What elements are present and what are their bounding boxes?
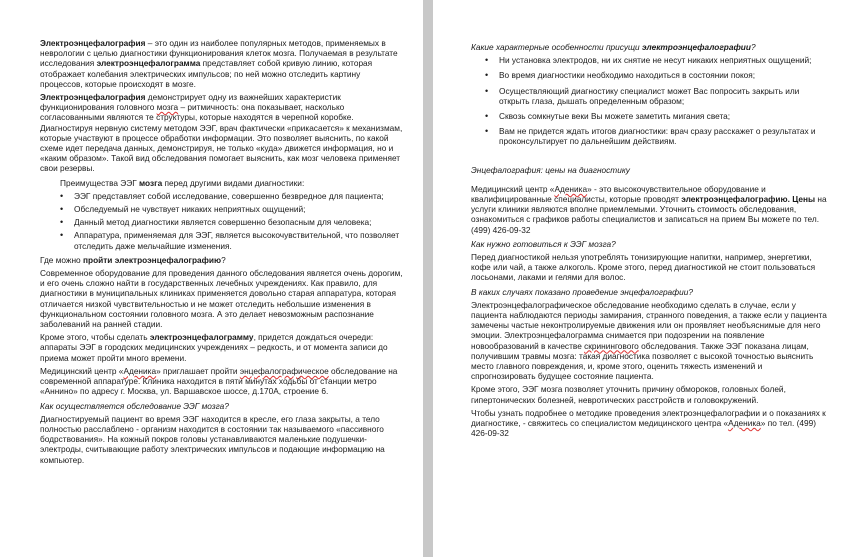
text-span: Кроме этого, чтобы сделать [40,332,150,343]
list-item: • Ни установка электродов, ни их снятие не несут никаких неприятных ощущений; [499,55,828,65]
list-item: • ЭЭГ представляет собой исследование, совершенно безвредное для пациента; [74,191,403,201]
spacer [471,155,828,161]
text-span: Чтобы узнать подробнее о методике проведения электроэнцефалографии и о показаниях к диагностике, - свяжитесь со специалистом медицинского центра « [471,407,826,429]
prepare-paragraph: Перед диагностикой нельзя употреблять тонизирующие напитки, например, энергетики, кофе или чай, а также алкоголь. Кроме этого, перед диагностикой не стоит пользоваться лосьонами, лаками и гелями для волос. [471,252,816,283]
text-span: » по тел. (499) 426-09-32 [471,418,816,439]
equipment-paragraph: Современное оборудование для проведения данного обследования является очень дорогим, и его очень сложно найти в государственных лечебных учреждениях. Как правило, для диагностики в муниципальных клиниках применяется довольно старая аппаратура, которая отличается низкой чувствительностью и не может отследить небольшие изменения в функциональном состоянии головного мозга. А это делает невозможным распознание заболеваний на ранней стадии. [40,268,403,330]
list-item: • Аппаратура, применяемая для ЭЭГ, является высокочувствительной, что позволяет отследить даже мельчайшие изменения. [74,230,403,250]
text-span: – это один из наиболее популярных методов, применяемых в неврологии с целью диагностики функционирования клеток мозга. Получаемая в результате исследования [40,38,398,69]
text-span: электроэнцефалограмму [149,332,254,343]
contact-paragraph [471,408,828,439]
text-span: , придется дождаться очереди: аппараты ЭЭГ в городских медицинских учреждениях – редкость, и от момента записи до приема может пройти много времени. [40,332,388,363]
spellcheck-word[interactable]: энцефалографическое [239,365,329,376]
spellcheck-word[interactable]: скринингового [584,340,639,351]
how-heading: Как осуществляется обследование ЭЭГ мозга? [40,400,229,411]
spellcheck-word[interactable]: Аденика [123,365,157,376]
text-span: – ритмичность: она показывает, насколько согласованными являются те структуры, которые находятся в черепной коробке. Диагностируя нервную систему методом ЭЭГ, врач фактически «прикасается» к механизмам, которые участвуют в процессе обработки информации. Это позволяет выяснить, по какой схеме идет передача данных, демонстрируя, не только «куда» движется информация, но и «каким образом». Такой вид обследования помогает выяснить, как мозг человека применяет свои резервы. [40,102,403,174]
list-item: • Сквозь сомкнутые веки Вы можете заметить мигания света; [499,111,828,121]
term-eeg-result: электроэнцефалограмма [96,58,201,69]
intro-paragraph-1 [40,38,403,89]
spellcheck-word[interactable]: мозга [156,102,179,113]
text-span: Преимущества ЭЭГ [60,177,140,188]
text-span: обследования. Также ЭЭГ показана лицам, получившим травмы мозга: такая диагностика позволяет с высокой точностью выяснить место главного повреждения, и, кроме этого, оценить тяжесть изменений и спрогнозировать будущее состояние пациента. [471,340,814,382]
document-page-left[interactable] [0,0,423,557]
text-span: ? [221,254,226,265]
list-item: • Данный метод диагностики является совершенно безопасным для человека; [74,217,403,227]
document-page-right[interactable] [433,0,848,557]
prepare-heading: Как нужно готовиться к ЭЭГ мозга? [471,238,616,249]
text-span: представляет собой кривую линию, которая отображает колебания электрических импульсов; по ней можно отследить картину процессов, которые происходят в мозге. [40,58,373,89]
cases-paragraph [471,300,828,382]
advantages-list [40,191,403,251]
spellcheck-word[interactable]: Аденика [554,183,588,194]
list-item: • Вам не придется ждать итогов диагностики: врач сразу расскажет о результатах и проконсультирует по дальнейшим действиям. [499,126,828,146]
cases-heading: В каких случаях показано проведение энцефалографии? [471,286,693,297]
text-span: Где можно [40,254,83,265]
text-span: обследование на современной аппаратуре. Клиника находится в пяти минутах ходьбы от станции метро «Аннино» по адресу г. Москва, ул. Варшавское шоссе, д.170А, строение 6. [40,365,398,397]
text-span: перед другими видами диагностики: [162,177,305,188]
text-span: на услуги клиники являются вполне приемлемыми. Уточнить стоимость обследования, ознакомиться с графиков работы специалистов и записаться на прием Вы можете по тел. (499) 426-09-32 [471,194,827,235]
prices-heading: Энцефалография: цены на диагностику [471,164,630,175]
text-span: Цены [789,194,816,205]
where-heading [40,255,403,265]
page-gutter [423,0,433,557]
term-eeg: Электроэнцефалография [40,38,146,48]
features-heading [471,42,828,52]
list-item: • Осуществляющий диагностику специалист может Вас попросить закрыть или открыть глаза, дышать определенным образом; [499,86,828,106]
text-span: мозга [139,177,163,188]
term-eeg: Электроэнцефалография [40,92,146,103]
text-span: электроэнцефалографии [641,42,751,52]
list-item: • Во время диагностики необходимо находиться в состоянии покоя; [499,70,828,80]
text-span: » приглашает пройти [156,365,240,376]
text-span: демонстрирует одну из важнейших характеристик функционирования головного [40,92,341,113]
features-list [471,55,828,146]
list-item: • Обследуемый не чувствует никаких неприятных ощущений; [74,204,403,214]
advantages-heading [40,178,403,188]
text-span: Медицинский центр « [471,183,555,194]
center-paragraph [40,366,403,397]
text-span: » - это высокочувствительное оборудование и квалифицированные специалисты, которые проводят [471,183,766,205]
queue-paragraph [40,332,403,363]
text-span: Электроэнцефалографическое обследование необходимо сделать в случае, если у пациента наблюдаются периоды замирания, странного поведения, а также если у пациента замечены частые неконтролируемые движения или он проявляет необъяснимые для него эмоции. Электроэнцефалограмма снимается при подозрении на появление новообразований в качестве [471,299,827,351]
how-paragraph: Диагностируемый пациент во время ЭЭГ находится в кресле, его глаза закрыты, а тело полностью расслаблено - организм находится в состоянии так называемого «пассивного бодрствования». На кожный покров головы устанавливаются маленькие подушечки-электроды, считывающие работу электрических импульсов и подающие информацию на компьютер. [40,413,385,465]
text-span: электроэнцефалографию. [681,194,790,205]
text-span: Какие характерные особенности присущи [471,42,642,52]
text-span: ? [750,42,756,52]
text-span: пройти электроэнцефалографию [82,254,222,265]
prices-paragraph [471,184,828,235]
other-paragraph: Кроме этого, ЭЭГ мозга позволяет уточнить причину обмороков, головных болей, гипертонических болезней, невротических расстройств и головокружений. [471,384,786,405]
intro-paragraph-2 [40,92,403,174]
text-span: Медицинский центр « [40,365,124,376]
spellcheck-word[interactable]: Аденика [728,418,761,429]
